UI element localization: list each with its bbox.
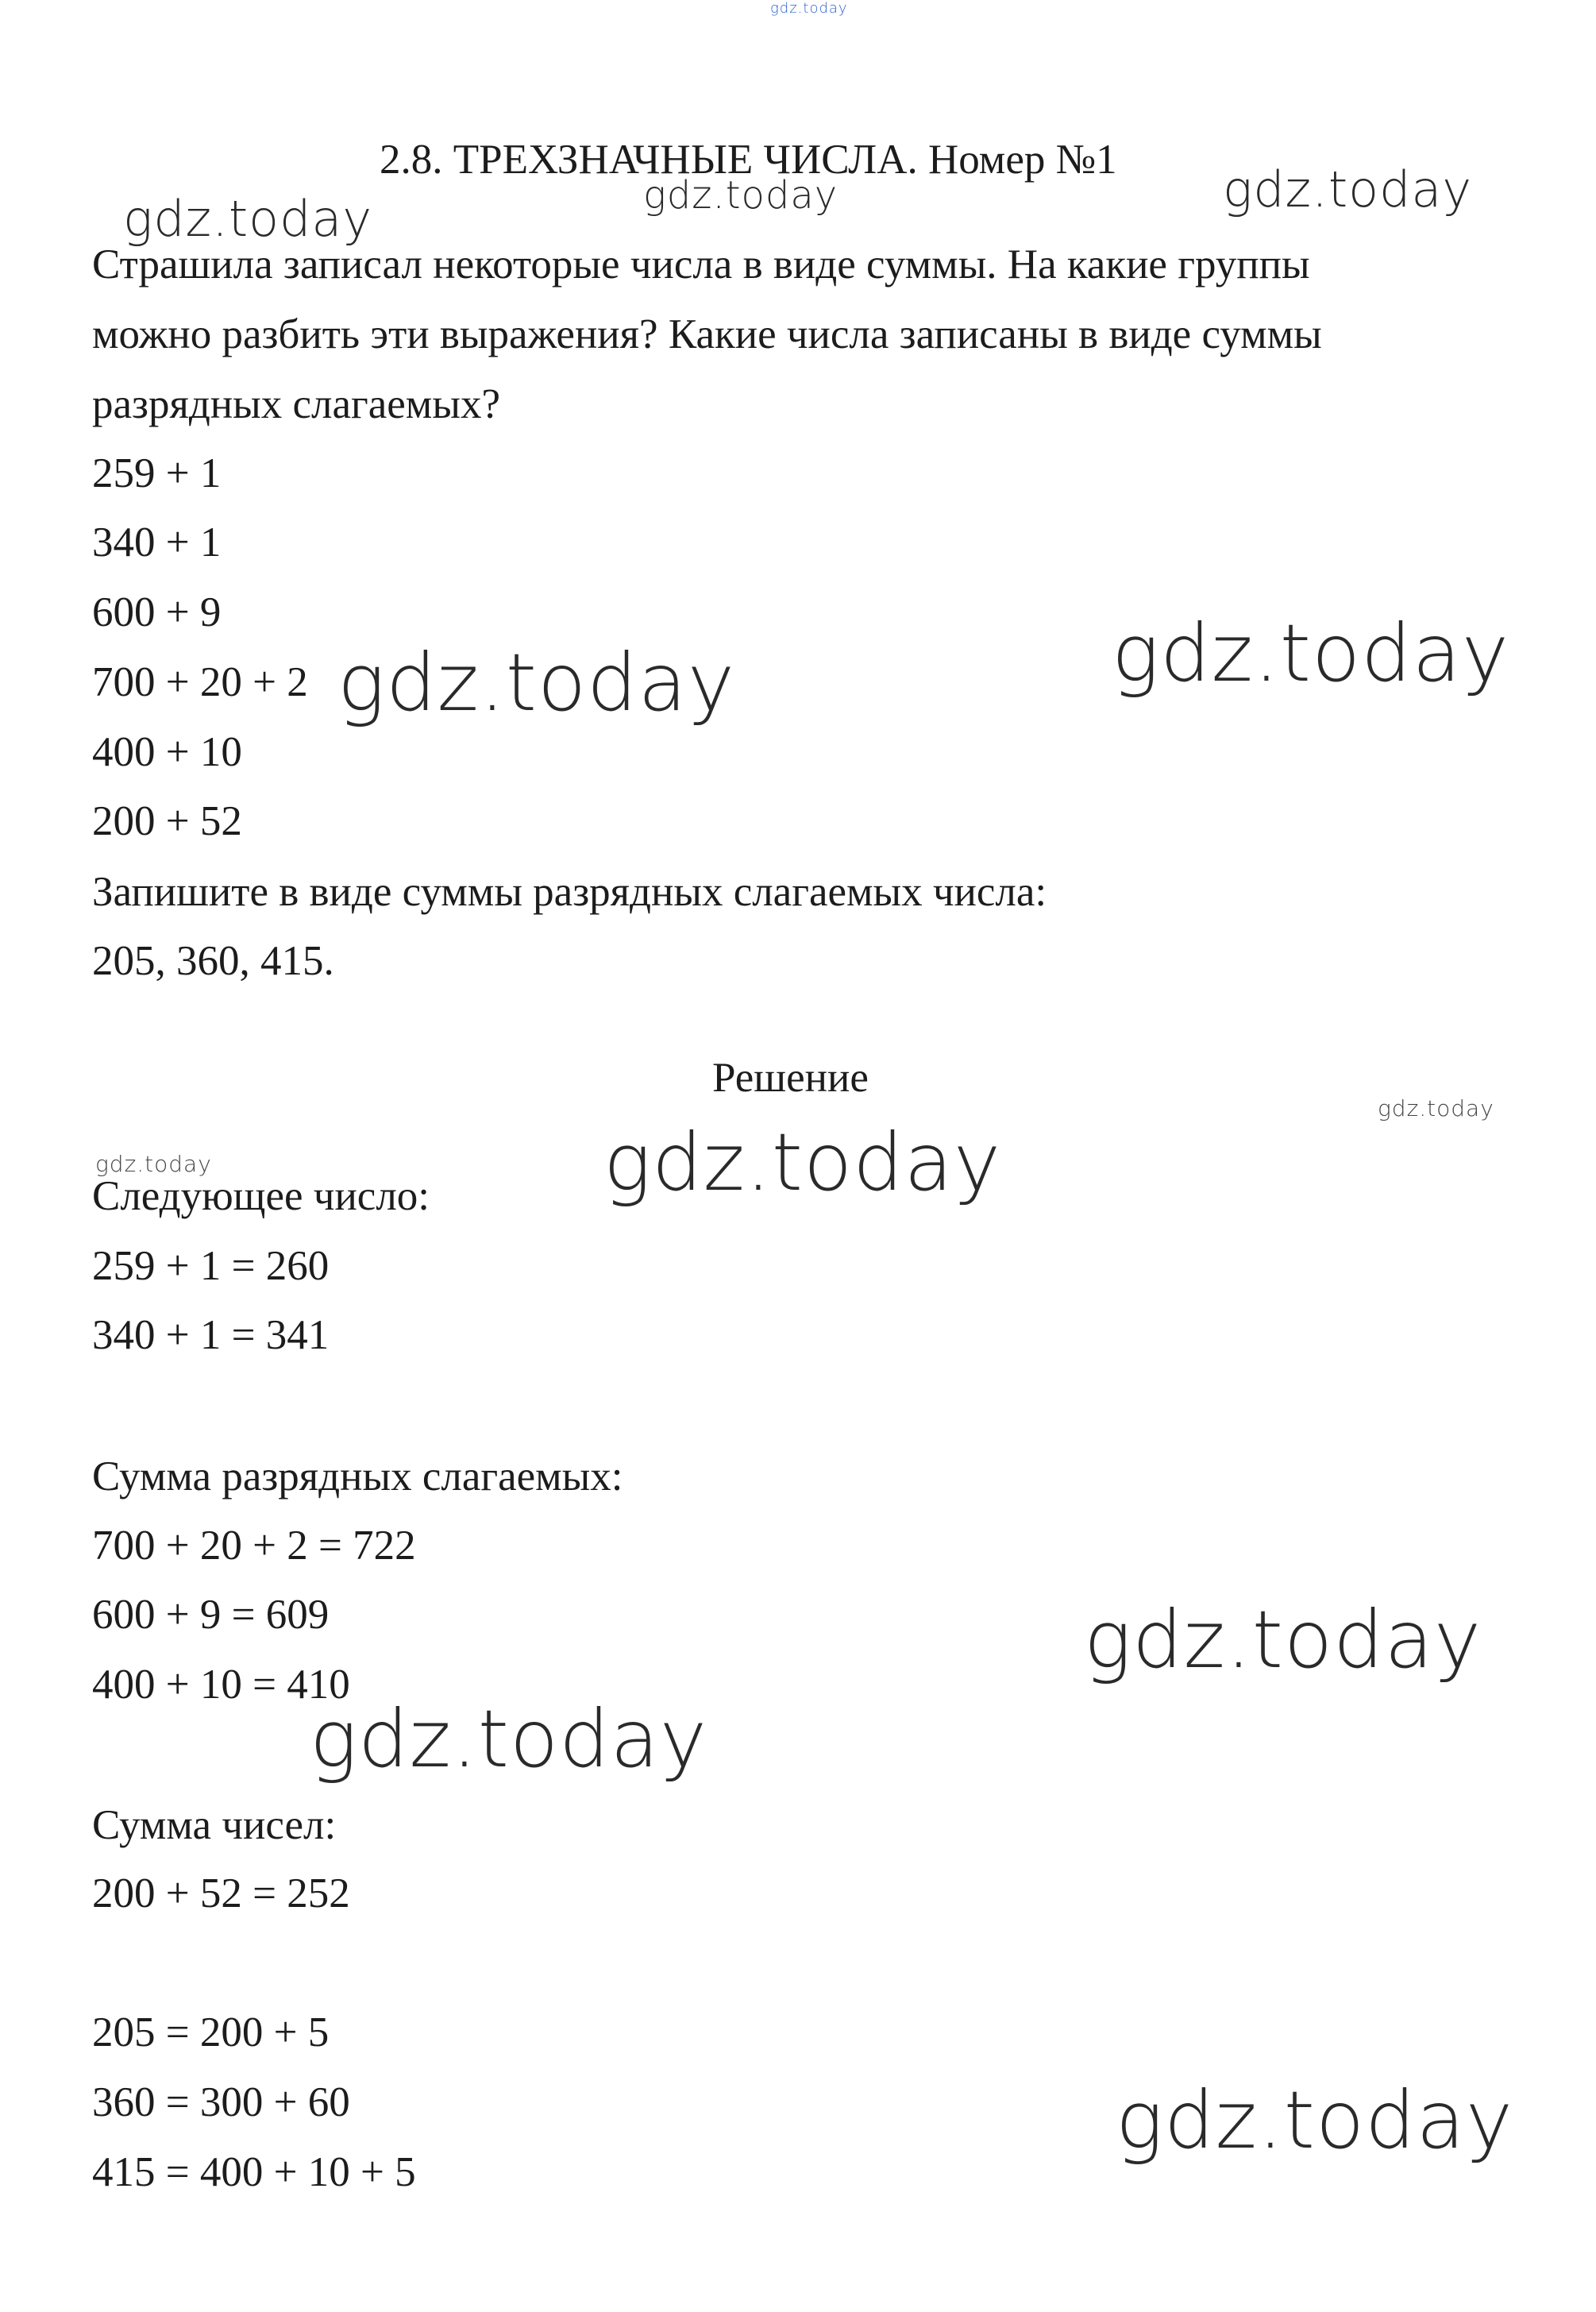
task-expression: 400 + 10 (92, 729, 242, 775)
watermark: gdz.today (95, 1151, 212, 1177)
solution-line: 259 + 1 = 260 (92, 1243, 330, 1289)
solution-line: 600 + 9 = 609 (92, 1592, 330, 1638)
task-expression: 600 + 9 (92, 589, 222, 635)
solution-label: Сумма разрядных слагаемых: (92, 1453, 623, 1500)
watermark: gdz.today (310, 1693, 708, 1785)
solution-line: 200 + 52 = 252 (92, 1870, 350, 1916)
task-expression: 340 + 1 (92, 519, 222, 565)
task-line: разрядных слагаемых? (92, 381, 500, 427)
task-expression: 259 + 1 (92, 450, 222, 496)
solution-heading: Решение (712, 1055, 869, 1101)
task-instruction: Запишите в виде суммы разрядных слагаемых числа: (92, 869, 1047, 915)
task-line: можно разбить эти выражения? Какие числа записаны в виде суммы (92, 311, 1322, 357)
solution-line: 360 = 300 + 60 (92, 2079, 350, 2125)
watermark: gdz.today (123, 190, 373, 248)
solution-line: 205 = 200 + 5 (92, 2009, 330, 2055)
watermark: gdz.today (1112, 607, 1510, 700)
solution-line: 700 + 20 + 2 = 722 (92, 1523, 416, 1569)
solution-line: 340 + 1 = 341 (92, 1312, 330, 1358)
watermark: gdz.today (1223, 160, 1473, 218)
solution-label: Сумма чисел: (92, 1802, 337, 1848)
watermark: gdz.today (603, 1116, 1002, 1209)
task-expression: 700 + 20 + 2 (92, 659, 308, 705)
page-title: 2.8. ТРЕХЗНАЧНЫЕ ЧИСЛА. Номер №1 (380, 137, 1117, 183)
watermark: gdz.today (337, 636, 736, 729)
task-numbers: 205, 360, 415. (92, 938, 334, 984)
solution-line: 400 + 10 = 410 (92, 1662, 350, 1708)
watermark: gdz.today (1084, 1593, 1482, 1686)
task-line: Страшила записал некоторые числа в виде суммы. На какие группы (92, 241, 1310, 288)
solution-label: Следующее число: (92, 1173, 430, 1219)
solution-line: 415 = 400 + 10 + 5 (92, 2149, 416, 2195)
watermark: gdz.today (643, 173, 838, 218)
watermark: gdz.today (1378, 1095, 1494, 1121)
task-expression: 200 + 52 (92, 798, 242, 844)
watermark-top: gdz.today (770, 0, 848, 17)
watermark: gdz.today (1116, 2074, 1514, 2167)
